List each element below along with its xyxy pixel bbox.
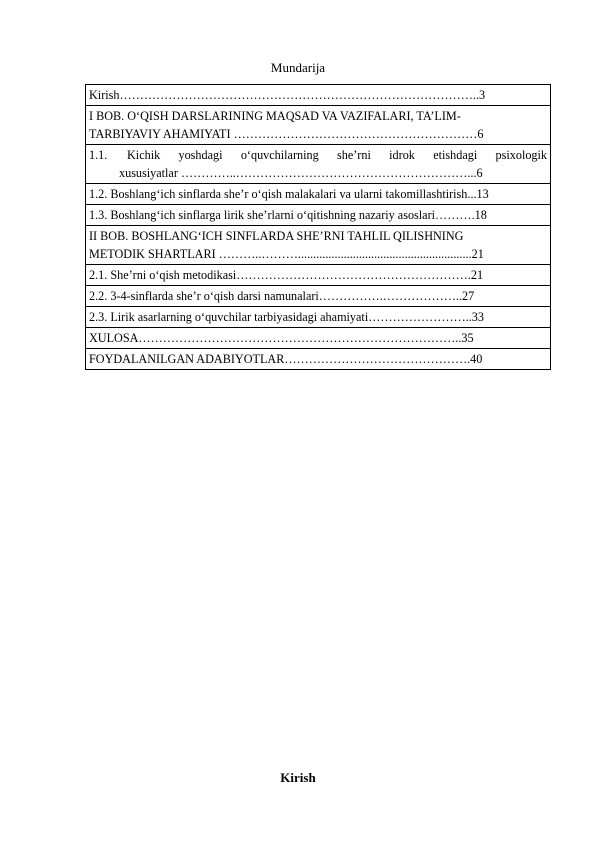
toc-entry-text: II BOB. BOSHLANG‘ICH SINFLARDA SHE’RNI TAHLIL QILISHNING [89,229,464,243]
toc-row-foydalanilgan[interactable] [86,349,550,370]
toc-entry-text: xususiyatlar …………..…………………………………………………...6 [119,166,483,180]
toc-entry-text: 2.1. She’rni o‘qish metodikasi………………………………………………….21 [89,268,484,282]
toc-entry-text: 1.2. Boshlang‘ich sinflarda she’r o‘qish malakalari va ularni takomillashtirish...13 [89,187,489,201]
toc-entry-text: I BOB. O‘QISH DARSLARINING MAQSAD VA VAZIFALARI, TA’LIM- [89,109,461,123]
toc-entry-text: 2.3. Lirik asarlarning o‘quvchilar tarbiyasidagi ahamiyati……………………..33 [89,310,484,324]
toc-entry-text [89,146,547,164]
toc-row-2-3[interactable] [86,307,550,328]
toc-row-2-2[interactable] [86,286,550,307]
toc-row-chapter-2[interactable] [86,226,550,265]
toc-row-1-2[interactable] [86,184,550,205]
toc-entry-title: Kichik yoshdagi o‘quvchilarning she’rni idrok etishdagi psixologik [127,148,547,162]
toc-entry-text: METODIK SHARTLARI ………..……….........................................................21 [89,247,484,261]
toc-entry-text: XULOSA……………………………………………………………………..35 [89,331,474,345]
toc-entry-text: 2.2. 3-4-sinflarda she’r o‘qish darsi namunalari…………….………………..27 [89,289,475,303]
toc-entry-text: Kirish……………………………………………………………………………..3 [89,88,486,102]
toc-row-chapter-1[interactable] [86,106,550,145]
toc-row-1-3[interactable] [86,205,550,226]
toc-entry-text: FOYDALANILGAN ADABIYOTLAR……………………………………….40 [89,352,483,366]
toc-row-1-1[interactable] [86,145,550,184]
toc-entry-text: TARBIYAVIY AHAMIYATI ……………………………………………………6 [89,127,484,141]
section-heading: Kirish [280,770,316,785]
toc-row-2-1[interactable] [86,265,550,286]
toc-entry-number: 1.1. [89,148,108,162]
toc-row-xulosa[interactable] [86,328,550,349]
table-of-contents [85,84,551,370]
toc-entry-text: 1.3. Boshlang‘ich sinflarga lirik she’rlarni o‘qitishning nazariy asoslari……….18 [89,208,487,222]
page-title: Mundarija [270,60,326,75]
toc-row-kirish[interactable] [86,85,550,106]
